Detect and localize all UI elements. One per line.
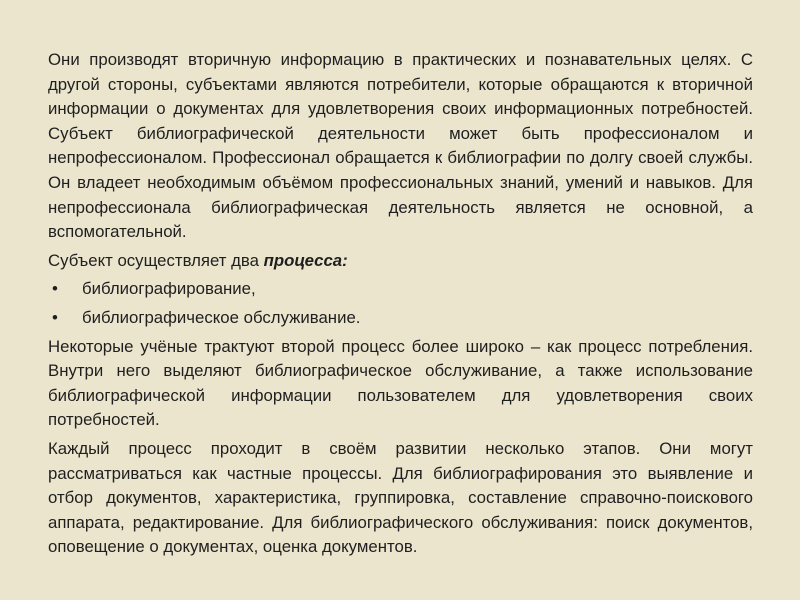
slide-text-body	[48, 48, 753, 560]
list-item	[48, 277, 753, 302]
processes-intro-lead: Субъект осуществляет два	[48, 250, 264, 270]
paragraph-subjects: Они производят вторичную информацию в практических и познавательных целях. С другой стороны, субъектами являются потребители, которые обращаются к вторичной информации о документах для удовлетворения своих информационных потребностей. Субъект библиографической деятельности может быть профессионалом и непрофессионалом. Профессионал обращается к библиографии по долгу своей службы. Он владеет необходимым объёмом профессиональных знаний, умений и навыков. Для непрофессионала библиографическая деятельность является не основной, а вспомогательной.	[48, 50, 753, 242]
list-item-text: библиографирование,	[82, 279, 256, 299]
list-item-text: библиографическое обслуживание.	[82, 307, 361, 327]
process-list	[48, 277, 753, 330]
processes-intro	[48, 249, 753, 274]
processes-emphasis: процесса:	[263, 250, 348, 270]
bullet-icon: •	[52, 307, 58, 327]
paragraph-consumption: Некоторые учёные трактуют второй процесс более широко – как процесс потребления. Внутри него выделяют библиографическое обслуживание, а также использование библиографической информации пользователем для удовлетворения своих потребностей.	[48, 336, 753, 430]
paragraph-stages: Каждый процесс проходит в своём развитии несколько этапов. Они могут рассматриваться как частные процессы. Для библиографирования это выявление и отбор документов, характеристика, группировка, составление справочно-поискового аппарата, редактирование. Для библиографического обслуживания: поиск документов, оповещение о документах, оценка документов.	[48, 438, 753, 557]
bullet-icon: •	[52, 279, 58, 299]
list-item	[48, 306, 753, 331]
